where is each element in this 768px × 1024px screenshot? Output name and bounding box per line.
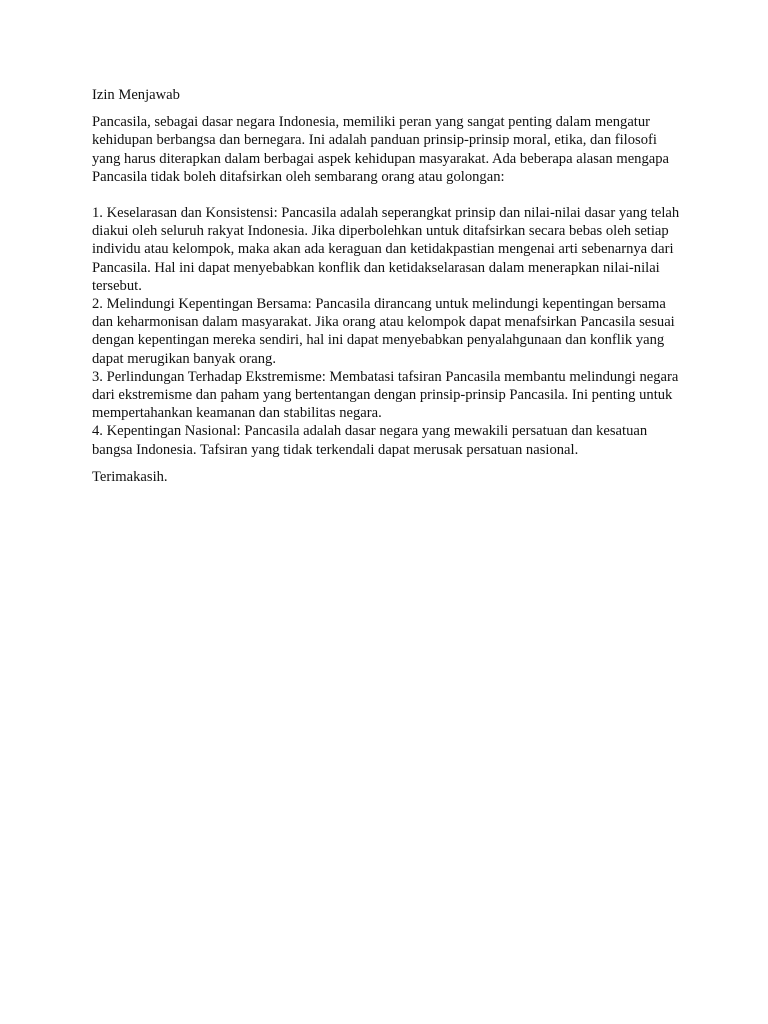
list-item: 3. Perlindungan Terhadap Ekstremisme: Membatasi tafsiran Pancasila membantu melindungi negara dari ekstremisme dan paham yang bertentangan dengan prinsip-prinsip Pancasila. Ini penting untuk mempertahankan keamanan dan stabilitas negara.	[92, 368, 679, 422]
closing-line: Terimakasih.	[92, 468, 168, 485]
list-item: 1. Keselarasan dan Konsistensi: Pancasila adalah seperangkat prinsip dan nilai-nilai dasar yang telah diakui oleh seluruh rakyat Indonesia. Jika diperbolehkan untuk ditafsirkan secara bebas oleh setiap individu atau kelompok, maka akan ada keraguan dan ketidakpastian mengenai arti sebenarnya dari Pancasila. Hal ini dapat menyebabkan konflik dan ketidakselarasan dalam menerapkan nilai-nilai tersebut.	[92, 205, 680, 294]
document-page	[92, 86, 682, 486]
intro-paragraph: Pancasila, sebagai dasar negara Indonesia, memiliki peran yang sangat penting dalam mengatur kehidupan berbangsa dan bernegara. Ini adalah panduan prinsip-prinsip moral, etika, dan filosofi yang harus diterapkan dalam berbagai aspek kehidupan masyarakat. Ada beberapa alasan mengapa Pancasila tidak boleh ditafsirkan oleh sembarang orang atau golongan:	[92, 114, 670, 185]
greeting-line: Izin Menjawab	[92, 87, 180, 103]
list-item: 4. Kepentingan Nasional: Pancasila adalah dasar negara yang mewakili persatuan dan kesatuan bangsa Indonesia. Tafsiran yang tidak terkendali dapat merusak persatuan nasional.	[92, 423, 648, 458]
list-item: 2. Melindungi Kepentingan Bersama: Pancasila dirancang untuk melindungi kepentingan bersama dan keharmonisan dalam masyarakat. Jika orang atau kelompok dapat menafsirkan Pancasila sesuai dengan kepentingan mereka sendiri, hal ini dapat menyebabkan penyalahgunaan dan konflik yang dapat merugikan banyak orang.	[92, 296, 675, 367]
paragraph-spacer	[92, 186, 682, 204]
